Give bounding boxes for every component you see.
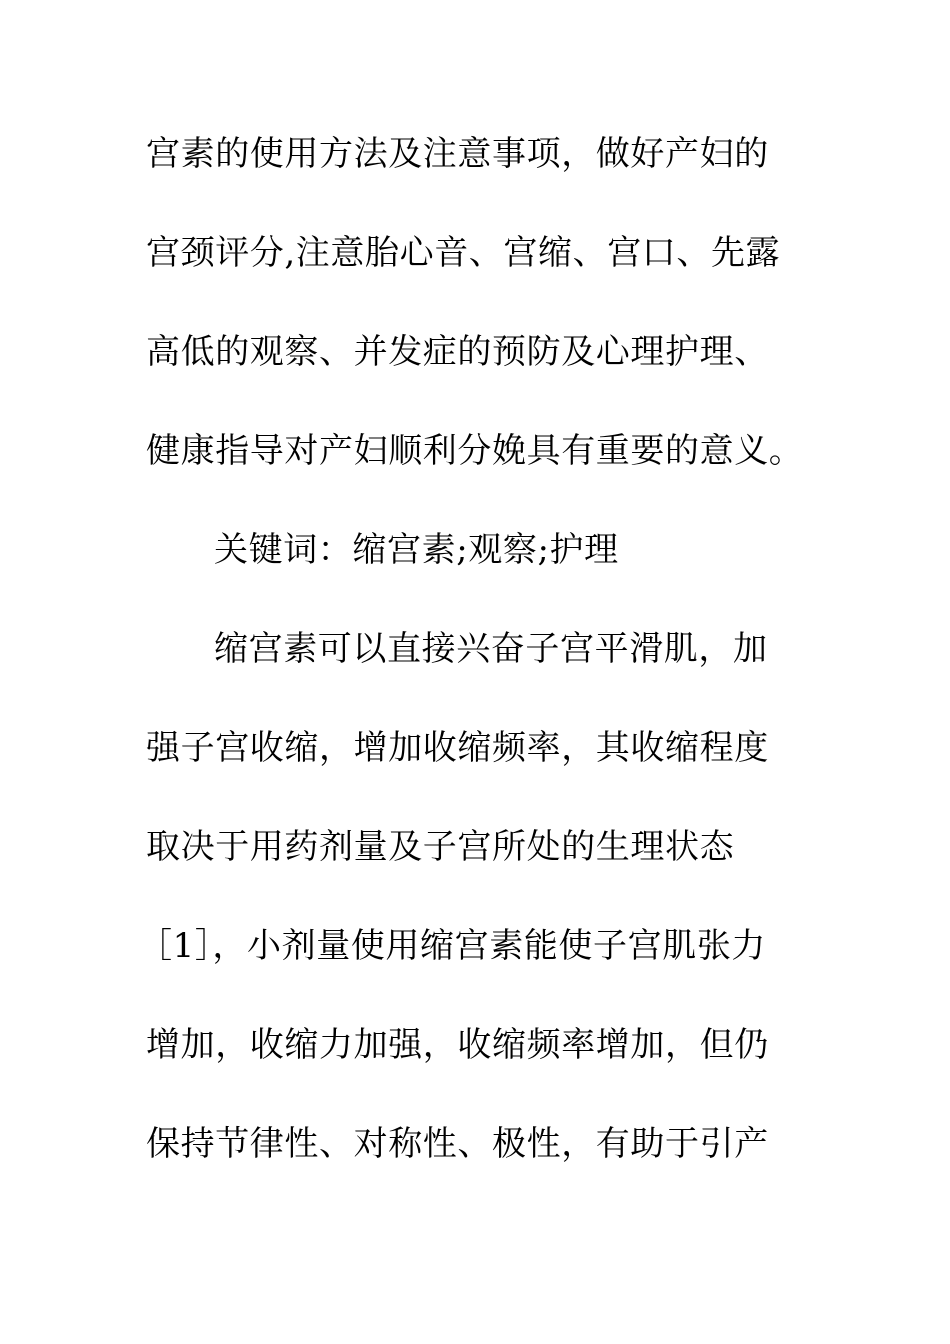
body-paragraph-line-2: 强子宫收缩，增加收缩频率，其收缩程度 [146,728,769,768]
abstract-line-1: 宫素的使用方法及注意事项，做好产妇的 [146,134,769,174]
body-paragraph-line-3: 取决于用药剂量及子宫所处的生理状态 [146,827,735,867]
abstract-line-2: 宫颈评分,注意胎心音、宫缩、宫口、先露 [146,233,781,273]
body-paragraph-line-1: 缩宫素可以直接兴奋子宫平滑肌，加 [214,629,768,669]
keywords-line: 关键词：缩宫素;观察;护理 [214,530,619,570]
body-paragraph-line-4: ［1］，小剂量使用缩宫素能使子宫肌张力 [138,926,767,966]
abstract-line-4: 健康指导对产妇顺利分娩具有重要的意义。 [146,431,804,471]
body-paragraph-line-6: 保持节律性、对称性、极性，有助于引产 [146,1124,769,1164]
body-paragraph-line-5: 增加，收缩力加强，收缩频率增加，但仍 [146,1025,769,1065]
abstract-line-3: 高低的观察、并发症的预防及心理护理、 [146,332,769,372]
